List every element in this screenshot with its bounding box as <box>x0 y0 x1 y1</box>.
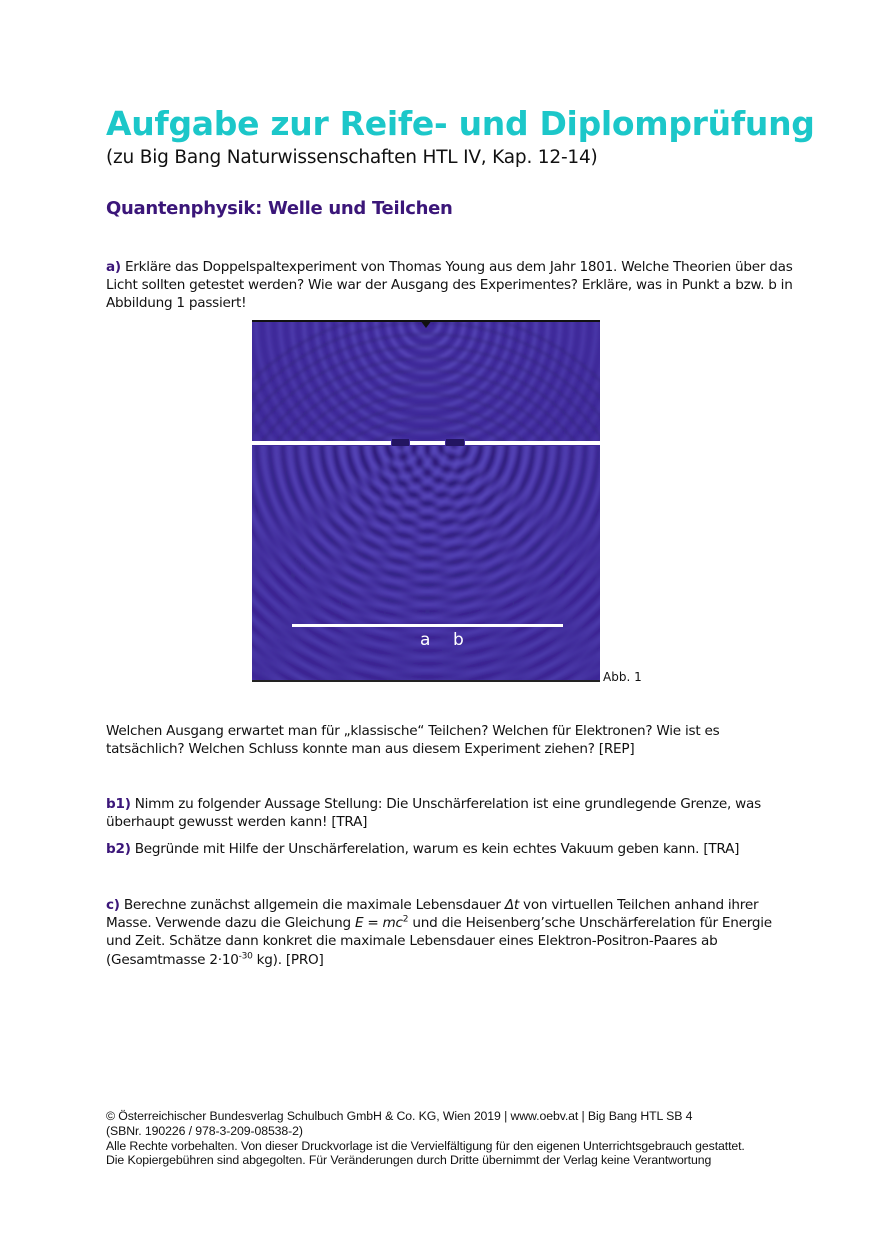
task-label: b2) <box>106 841 131 857</box>
task-text: Erkläre das Doppelspaltexperiment von Thomas Young aus dem Jahr 1801. Welche Theorien über das Licht sollten getestet werden? Wie war der Ausgang des Experimentes? Erkläre, was in Punkt a bzw. b in Abbildung 1 passiert! <box>106 259 793 312</box>
task-b2 <box>106 840 796 858</box>
page-subtitle: (zu Big Bang Naturwissenschaften HTL IV, Kap. 12-14) <box>106 147 598 168</box>
screen-line <box>292 624 563 627</box>
rights-line: Alle Rechte vorbehalten. Von dieser Druckvorlage ist die Vervielfältigung für den eigenen Unterrichtsgebrauch gestattet. <box>106 1138 745 1153</box>
task-text: Nimm zu folgender Aussage Stellung: Die Unschärferelation ist eine grundlegende Grenze, was überhaupt gewusst werden kann! [TRA] <box>106 796 761 831</box>
point-b-label: b <box>453 630 464 650</box>
task-c <box>106 896 796 969</box>
point-a-label: a <box>420 630 431 650</box>
copyright-line: © Österreichischer Bundesverlag Schulbuch GmbH & Co. KG, Wien 2019 | www.oebv.at | Big Bang HTL SB 4 <box>106 1109 693 1123</box>
task-a-followup: Welchen Ausgang erwartet man für „klassische“ Teilchen? Welchen für Elektronen? Wie ist es tatsächlich? Welchen Schluss konnte man aus diesem Experiment ziehen? [REP] <box>106 723 720 758</box>
mass-exponent: -30 <box>238 951 253 962</box>
section-heading: Quantenphysik: Welle und Teilchen <box>106 198 453 219</box>
delta-t-symbol: Δt <box>504 897 519 913</box>
task-a <box>106 258 796 313</box>
fees-line: Die Kopiergebühren sind abgegolten. Für Veränderungen durch Dritte übernimmt der Verlag keine Verantwortung <box>106 1153 712 1168</box>
task-text: und die Heisenberg’sche Unschärferelation für Energie und Zeit. Schätze dann konkret die maximale Lebensdauer eines Elektron-Positron-Paares ab (Gesamtmasse 2·10 <box>106 915 772 968</box>
sbnr-line: (SBNr. 190226 / 978-3-209-08538-2) <box>106 1123 303 1138</box>
figure-caption: Abb. 1 <box>603 670 642 684</box>
task-label: a) <box>106 259 121 275</box>
task-b1 <box>106 795 796 831</box>
task-label: b1) <box>106 796 131 812</box>
double-slit-figure <box>252 320 600 682</box>
task-text: Begründe mit Hilfe der Unschärferelation, warum es kein echtes Vakuum geben kann. [TRA] <box>130 841 740 857</box>
page-title: Aufgabe zur Reife- und Diplomprüfung <box>106 104 815 143</box>
task-label: c) <box>106 897 120 913</box>
task-text: von virtuellen Teilchen anhand ihrer Masse. Verwende dazu die Gleichung <box>106 897 759 932</box>
task-text: kg). [PRO] <box>252 951 324 968</box>
bottom-edge <box>252 680 600 682</box>
equation-exponent: 2 <box>402 914 409 925</box>
task-text: Berechne zunächst allgemein die maximale Lebensdauer <box>119 897 505 913</box>
equation: E = mc <box>354 915 403 932</box>
footer <box>106 1109 745 1168</box>
